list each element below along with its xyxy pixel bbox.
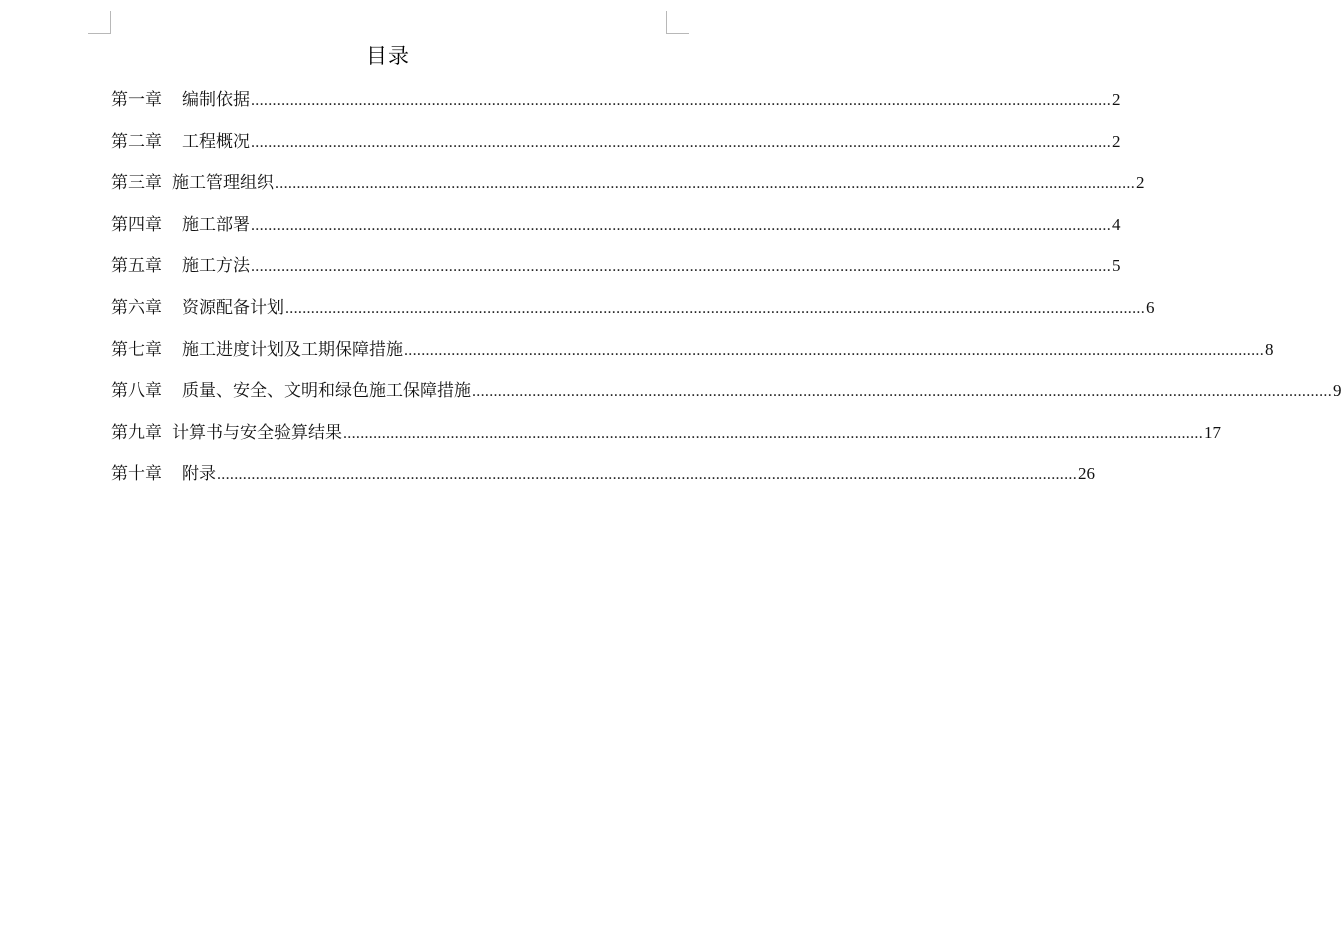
toc-chapter-number: 第六章	[111, 297, 162, 318]
toc-dot-leader: ........................................................................................................................................................................................................	[251, 216, 1111, 234]
toc-chapter-number: 第一章	[111, 90, 162, 110]
toc-entry[interactable]	[111, 418, 1221, 460]
toc-title: 目录	[366, 44, 410, 68]
toc-page-number: 26	[1078, 464, 1095, 484]
toc-chapter-number: 第二章	[111, 131, 162, 152]
toc-entry[interactable]	[111, 293, 1155, 335]
toc-dot-leader: ........................................................................................................................................................................................................	[343, 424, 1203, 442]
toc-entry[interactable]	[111, 168, 1145, 210]
toc-chapter-title: 计算书与安全验算结果	[172, 422, 342, 443]
toc-chapter-number: 第七章	[111, 339, 162, 360]
toc-page-number: 17	[1204, 422, 1221, 442]
toc-dot-leader: ........................................................................................................................................................................................................	[251, 258, 1111, 276]
toc-dot-leader: ........................................................................................................................................................................................................	[217, 466, 1077, 484]
toc-chapter-number: 第十章	[111, 464, 162, 485]
toc-dot-leader: ........................................................................................................................................................................................................	[404, 341, 1264, 359]
toc-chapter-title: 编制依据	[182, 90, 250, 110]
page-corner-mark-right	[666, 11, 689, 34]
toc-list	[111, 85, 1342, 501]
toc-page-number: 2	[1136, 173, 1145, 193]
toc-chapter-title: 质量、安全、文明和绿色施工保障措施	[182, 381, 471, 402]
toc-chapter-title: 工程概况	[182, 131, 250, 152]
toc-dot-leader: ........................................................................................................................................................................................................	[251, 133, 1111, 151]
toc-entry[interactable]	[111, 127, 1121, 169]
toc-chapter-number: 第八章	[111, 381, 162, 402]
toc-entry[interactable]	[111, 376, 1342, 418]
page-corner-mark-left	[88, 11, 111, 34]
toc-entry[interactable]	[111, 251, 1121, 293]
toc-page-number: 9	[1333, 381, 1342, 401]
toc-entry[interactable]	[111, 210, 1121, 252]
toc-page-number: 2	[1112, 90, 1121, 109]
toc-chapter-number: 第九章	[111, 422, 162, 443]
toc-page-number: 2	[1112, 131, 1121, 151]
toc-chapter-number: 第四章	[111, 214, 162, 235]
toc-chapter-number: 第五章	[111, 256, 162, 277]
toc-chapter-title: 施工进度计划及工期保障措施	[182, 339, 403, 360]
toc-dot-leader: ........................................................................................................................................................................................................	[472, 383, 1332, 401]
toc-chapter-title: 施工部署	[182, 214, 250, 235]
toc-chapter-title: 附录	[182, 464, 216, 485]
toc-entry[interactable]	[111, 335, 1274, 377]
toc-entry[interactable]	[111, 85, 1121, 127]
toc-chapter-title: 施工管理组织	[172, 173, 274, 194]
toc-page-number: 4	[1112, 214, 1121, 234]
toc-page-number: 5	[1112, 256, 1121, 276]
toc-page-number: 8	[1265, 339, 1274, 359]
toc-dot-leader: ........................................................................................................................................................................................................	[285, 299, 1145, 317]
toc-dot-leader: ........................................................................................................................................................................................................	[275, 175, 1135, 193]
toc-dot-leader: ........................................................................................................................................................................................................	[251, 92, 1111, 109]
toc-chapter-number: 第三章	[111, 173, 162, 194]
toc-chapter-title: 施工方法	[182, 256, 250, 277]
toc-entry[interactable]	[111, 459, 1095, 501]
toc-page-number: 6	[1146, 297, 1155, 317]
toc-chapter-title: 资源配备计划	[182, 297, 284, 318]
